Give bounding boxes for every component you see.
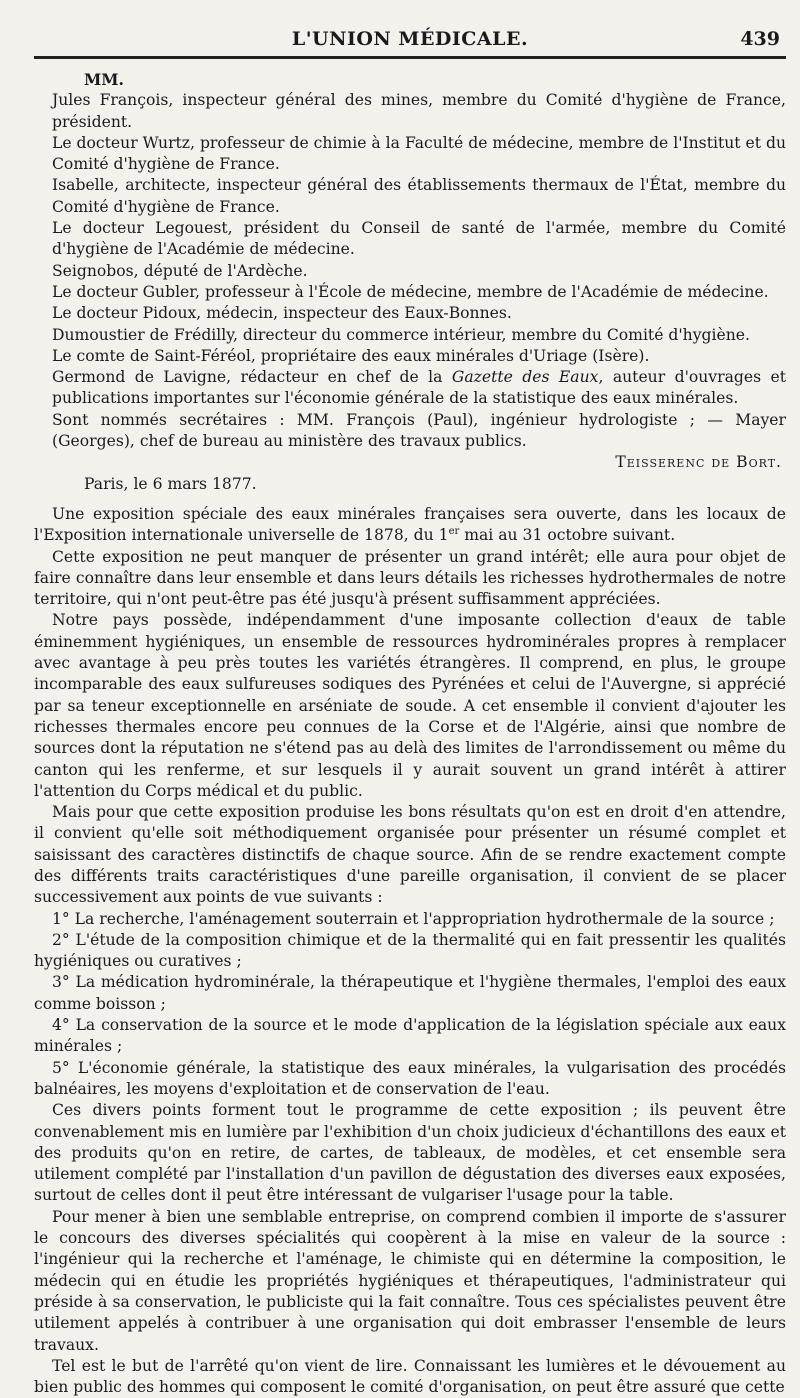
paragraph: Tel est le but de l'arrêté qu'on vient de lire. Connaissant les lumières et le dévouement au bien public des hommes qui composent le comité d'organisation, on peut être assuré que cette — [34, 1356, 786, 1397]
paragraph: Pour mener à bien une semblable entreprise, on comprend combien il importe de s'assurer le concours des diverses spécialités qui coopèrent à la mise en valeur de la source : l'ingénieur qui la recherche et l'aménage, le chimiste qui en détermine la composition, le médecin qui en étudie les propriétés hygiéniques et thérapeutiques, l'administrateur qui préside à sa conservation, le publiciste qui la fait connaître. Tous ces spécialistes peuvent être utilement appelés à contribuer à une organisation qui doit embrasser l'ensemble de leurs travaux. — [34, 1207, 786, 1354]
superscript: er — [448, 526, 460, 538]
gazette-title: Gazette des Eaux — [451, 368, 599, 387]
place-date: Paris, le 6 mars 1877. — [84, 474, 257, 493]
germond-text-start: Germond de Lavigne, rédacteur en chef de la — [52, 368, 452, 387]
signature: Teisserenc de Bort. — [615, 453, 782, 472]
paragraph-text: Une exposition spéciale des eaux minérales françaises sera ouverte, dans les locaux de l'Exposition internationale universelle de 1878, du 1 — [34, 504, 786, 545]
member-line: Isabelle, architecte, inspecteur général des établissements thermaux de l'État, membre du Comité d'hygiène de France. — [52, 176, 786, 216]
members-label: MM. — [84, 70, 124, 89]
member-line-germond — [34, 367, 786, 410]
page-number: 439 — [740, 28, 780, 50]
member-line: Le docteur Wurtz, professeur de chimie à la Faculté de médecine, membre de l'Institut et du Comité d'hygiène de France. — [52, 133, 786, 174]
member-line: Le comte de Saint-Féréol, propriétaire des eaux minérales d'Uriage (Isère). — [52, 346, 650, 365]
page-header — [34, 22, 786, 59]
list-item: 3° La médication hydrominérale, la thérapeutique et l'hygiène thermales, l'emploi des eaux comme boisson ; — [34, 973, 786, 1013]
member-line: Seignobos, député de l'Ardèche. — [52, 261, 308, 280]
paragraph: Mais pour que cette exposition produise les bons résultats qu'on est en droit d'en attendre, il convient qu'elle soit méthodiquement organisée pour présenter un résumé complet et saisissant des caractères distinctifs de chaque source. Afin de se rendre exactement compte des différents traits caractéristiques d'une pareille organisation, il convient de se placer successivement aux points de vue suivants : — [34, 803, 786, 907]
journal-title: L'UNION MÉDICALE. — [291, 28, 529, 50]
member-line: Dumoustier de Frédilly, directeur du commerce intérieur, membre du Comité d'hygiène. — [52, 325, 750, 344]
article-body — [34, 69, 786, 1398]
paragraph: Ces divers points forment tout le programme de cette exposition ; ils peuvent être convenablement mis en lumière par l'exhibition d'un choix judicieux d'échantillons des eaux et des produits qu'on en retire, de cartes, de tableaux, de modèles, et cet ensemble sera utilement complété par l'installation d'un pavillon de dégustation des diverses eaux exposées, surtout de celles dont il peut être intéressant de vulgariser l'usage pour la table. — [34, 1101, 786, 1205]
paragraph: Cette exposition ne peut manquer de présenter un grand intérêt; elle aura pour objet de faire connaître dans leur ensemble et dans leurs détails les richesses hydrothermales de notre territoire, qui n'ont peut-être pas été jusqu'à présent suffisamment appréciées. — [34, 547, 786, 609]
paragraph-text: mai au 31 octobre suivant. — [459, 526, 676, 545]
secretaries-line: Sont nommés secrétaires : MM. François (Paul), ingénieur hydrologiste ; — Mayer (Georges), chef de bureau au ministère des travaux publics. — [52, 410, 786, 451]
paragraph: Notre pays possède, indépendamment d'une imposante collection d'eaux de table éminemment hygiéniques, un ensemble de ressources hydrominérales propres à remplacer avec avantage à peu près toutes les variétés étrangères. Il comprend, en plus, le groupe incomparable des eaux sulfureuses sodiques des Pyrénées et celui de l'Auvergne, si apprécié par sa teneur exceptionnelle en arséniate de soude. A cet ensemble il convient d'ajouter les richesses thermales encore peu connues de la Corse et de l'Algérie, ainsi que nombre de sources dont la réputation ne s'étend pas au delà des limites de l'arrondissement ou même du canton qui les renferme, et sur lesquels il y aurait souvent un grand intérêt à attirer l'attention du Corps médical et du public. — [34, 611, 786, 800]
germond-text-end: , auteur d'ouvrages et publications importantes sur l'économie générale de la statistique des eaux minérales. — [52, 368, 787, 408]
points-list — [34, 909, 786, 1101]
member-line: Le docteur Gubler, professeur à l'École de médecine, membre de l'Académie de médecine. — [52, 282, 769, 301]
list-item: 4° La conservation de la source et le mode d'application de la législation spéciale aux eaux minérales ; — [34, 1016, 786, 1056]
list-item: 2° L'étude de la composition chimique et de la thermalité qui en fait pressentir les qualités hygiéniques ou curatives ; — [34, 930, 786, 971]
list-item: 1° La recherche, l'aménagement souterrain et l'appropriation hydrothermale de la source ; — [52, 909, 775, 928]
paragraph — [34, 504, 786, 547]
member-line: Jules François, inspecteur général des mines, membre du Comité d'hygiène de France, président. — [52, 91, 786, 131]
list-item: 5° L'économie générale, la statistique des eaux minérales, la vulgarisation des procédés balnéaires, les moyens d'exploitation et de conservation de l'eau. — [34, 1058, 786, 1098]
member-line: Le docteur Pidoux, médecin, inspecteur des Eaux-Bonnes. — [52, 304, 512, 323]
member-line: Le docteur Legouest, président du Conseil de santé de l'armée, membre du Comité d'hygiène de l'Académie de médecine. — [52, 219, 786, 259]
